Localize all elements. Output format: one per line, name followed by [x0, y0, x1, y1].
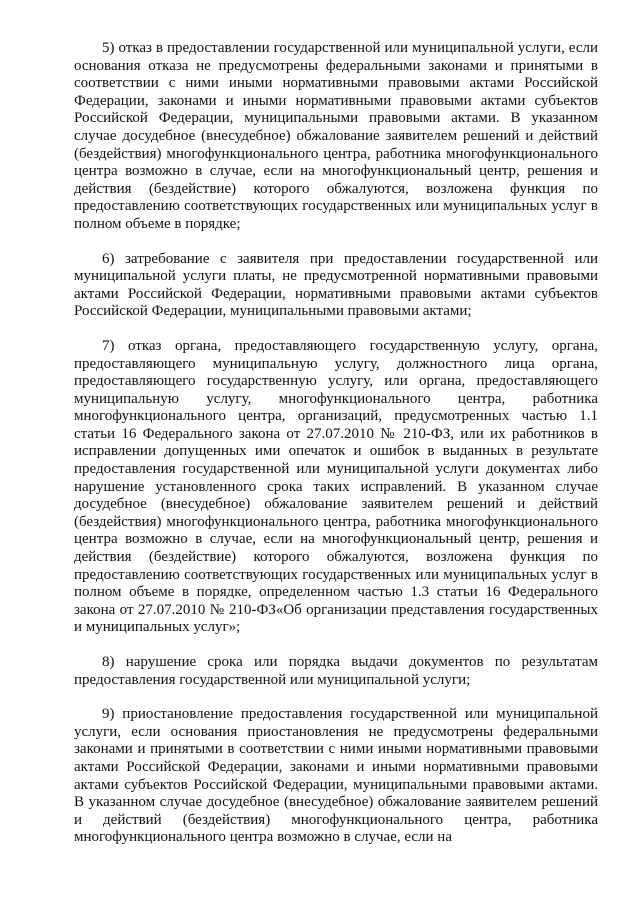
paragraph-item-9: 9) приостановление предоставления государственной или муниципальной услуги, если основания приостановления не предусмотрены федеральными законами и принятыми в соответствии с ними иными нормативными правовыми актами Российской Федерации, законами и иными нормативными правовыми актами субъектов Российской Федерации, муниципальными правовыми актами. В указанном случае досудебное (внесудебное) обжалование заявителем решений и действий (бездействия) многофункционального центра, работника многофункционального центра возможно в случае, если на — [74, 706, 598, 846]
paragraph-item-7: 7) отказ органа, предоставляющего государственную услугу, органа, предоставляющего муниципальную услугу, должностного лица органа, предоставляющего государственную услугу, или органа, предоставляющего муниципальную услугу, многофункционального центра, работника многофункционального центра, организаций, предусмотренных частью 1.1 статьи 16 Федерального закона от 27.07.2010 № 210-ФЗ, или их работников в исправлении допущенных ими опечаток и ошибок в выданных в результате предоставления государственной или муниципальной услуги документах либо нарушение установленного срока таких исправлений. В указанном случае досудебное (внесудебное) обжалование заявителем решений и действий (бездействия) многофункционального центра, работника многофункционального центра возможно в случае, если на многофункциональный центр, решения и действия (бездействие) которого обжалуются, возложена функция по предоставлению соответствующих государственных или муниципальных услуг в полном объеме в порядке, определенном частью 1.3 статьи 16 Федерального закона от 27.07.2010 № 210-ФЗ«Об организации представления государственных и муниципальных услуг»; — [74, 337, 598, 636]
paragraph-item-5: 5) отказ в предоставлении государственной или муниципальной услуги, если основания отказа не предусмотрены федеральными законами и принятыми в соответствии с ними иными нормативными правовыми актами Российской Федерации, законами и иными нормативными правовыми актами субъектов Российской Федерации, муниципальными правовыми актами. В указанном случае досудебное (внесудебное) обжалование заявителем решений и действий (бездействия) многофункционального центра, работника многофункционального центра возможно в случае, если на многофункциональный центр, решения и действия (бездействие) которого обжалуются, возложена функция по предоставлению соответствующих государственных или муниципальных услуг в полном объеме в порядке; — [74, 40, 598, 232]
paragraph-item-8: 8) нарушение срока или порядка выдачи документов по результатам предоставления государственной или муниципальной услуги; — [74, 654, 598, 688]
paragraph-item-6: 6) затребование с заявителя при предоставлении государственной или муниципальной услуги платы, не предусмотренной нормативными правовыми актами Российской Федерации, нормативными правовыми актами субъектов Российской Федерации, муниципальными правовыми актами; — [74, 250, 598, 320]
